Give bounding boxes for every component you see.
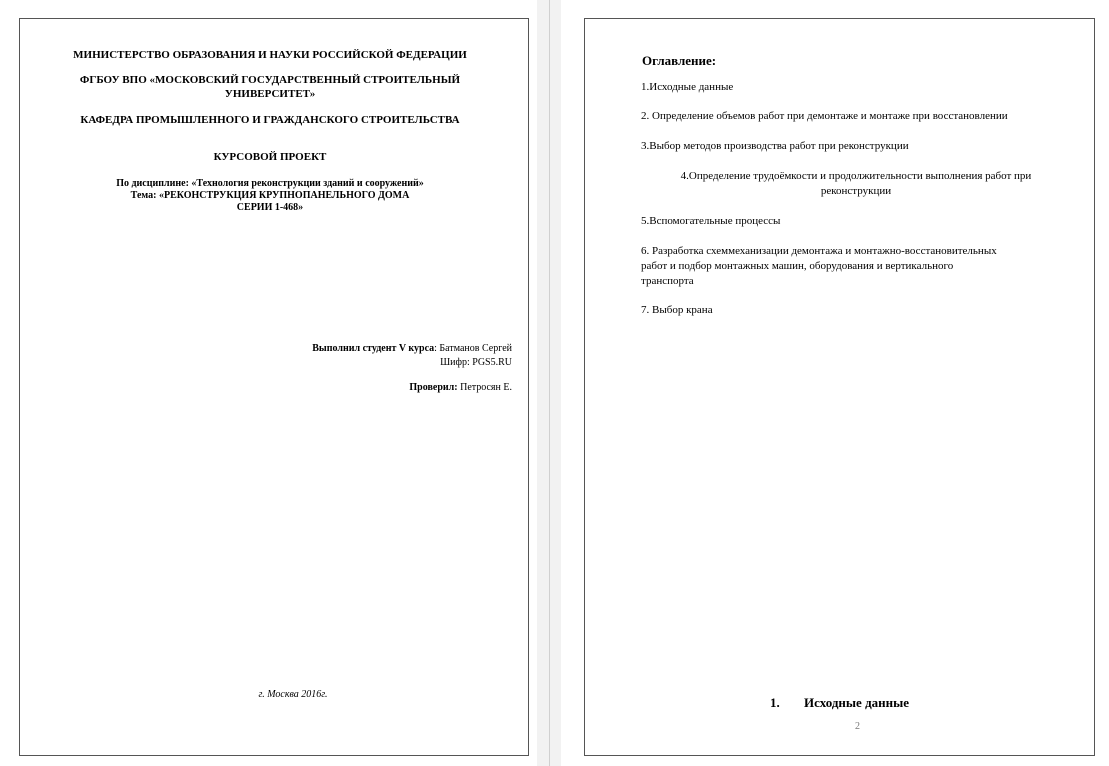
toc-item-6-line1: 6. Разработка схеммеханизации демонтажа и монтажно-восстановительных [641, 245, 997, 257]
cipher: Шифр: PGS5.RU [440, 357, 512, 368]
performed-label: Выполнил студент V курса [312, 343, 435, 354]
toc-item-4-line2: реконструкции [820, 185, 892, 197]
document-page-1 [19, 18, 529, 756]
toc-item-5-text: 5.Вспомогательные процессы [641, 215, 781, 227]
checked-name: Петросян Е. [457, 382, 512, 393]
ministry-heading: МИНИСТЕРСТВО ОБРАЗОВАНИЯ И НАУКИ РОССИЙСКОЙ ФЕДЕРАЦИИ [73, 49, 467, 61]
toc-item-3-text: 3.Выбор методов производства работ при реконструкции [641, 140, 909, 152]
toc-item-6-line2: работ и подбор монтажных машин, оборудования и вертикального [641, 260, 954, 272]
page-gutter [537, 0, 561, 766]
toc-item-6-line3: транспорта [641, 275, 694, 287]
city-year: г. Москва 2016г. [258, 689, 328, 700]
toc-item-3[interactable] [641, 139, 909, 154]
gutter-divider [549, 0, 550, 766]
department-heading: КАФЕДРА ПРОМЫШЛЕННОГО И ГРАЖДАНСКОГО СТРОИТЕЛЬСТВА [80, 114, 460, 126]
university-name-line2: УНИВЕРСИТЕТ» [224, 88, 316, 100]
checked-label: Проверил: [409, 382, 458, 393]
section-title: Исходные данные [804, 695, 910, 710]
checked-by [20, 381, 512, 395]
topic-line2: СЕРИИ 1-468» [236, 202, 304, 213]
page-number: 2 [855, 721, 860, 732]
toc-item-7-text: 7. Выбор крана [641, 304, 713, 316]
toc-item-2-text: 2. Определение объемов работ при демонтаже и монтаже при восстановлении [641, 110, 1008, 122]
toc-item-7[interactable] [641, 303, 713, 318]
toc-item-6[interactable] [641, 244, 997, 289]
topic-line1: Тема: «РЕКОНСТРУКЦИЯ КРУПНОПАНЕЛЬНОГО ДОМА [130, 190, 410, 201]
toc-title: Оглавление: [642, 53, 717, 68]
performed-name: : Батманов Сергей [434, 343, 512, 354]
university-name-line1: ФГБОУ ВПО «МОСКОВСКИЙ ГОСУДАРСТВЕННЫЙ СТРОИТЕЛЬНЫЙ [79, 74, 461, 86]
section-heading [770, 695, 909, 711]
toc-item-1[interactable] [641, 80, 733, 95]
toc-item-4[interactable] [631, 169, 1081, 199]
discipline: По дисциплине: «Технология реконструкции зданий и сооружений» [116, 178, 424, 189]
section-number: 1. [770, 695, 780, 710]
performed-by [20, 342, 512, 356]
toc-item-4-line1: 4.Определение трудоёмкости и продолжительности выполнения работ при [680, 170, 1032, 182]
toc-item-2[interactable] [641, 109, 1008, 124]
toc-item-5[interactable] [641, 214, 780, 229]
project-type: КУРСОВОЙ ПРОЕКТ [213, 151, 327, 163]
toc-item-1-text: 1.Исходные данные [641, 81, 734, 93]
document-page-2 [584, 18, 1095, 756]
